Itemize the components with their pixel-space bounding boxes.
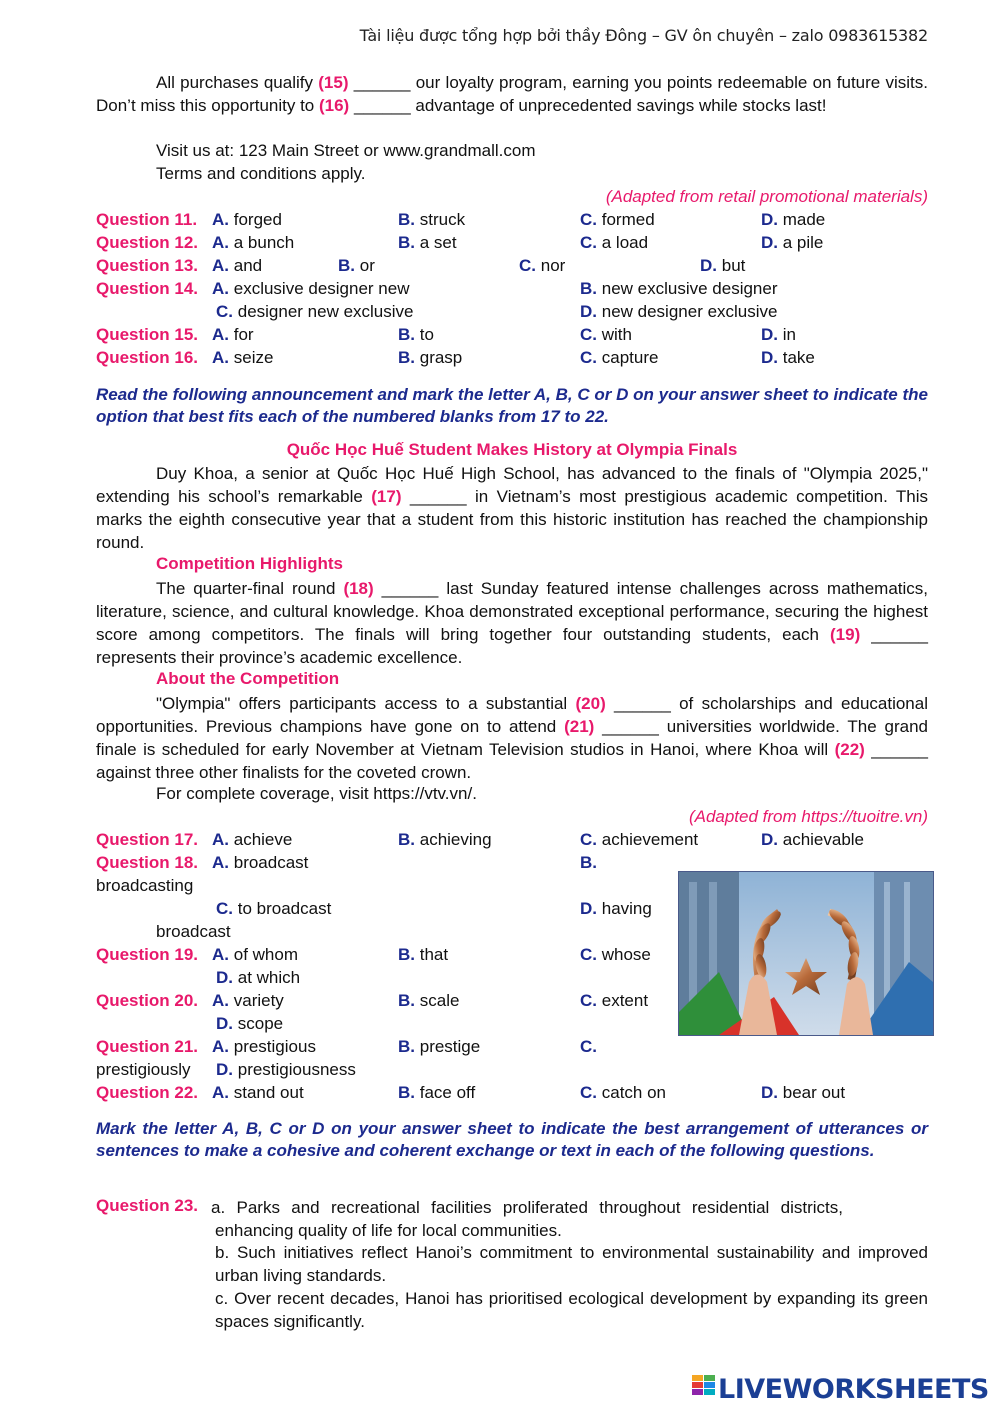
option-a[interactable]: A. prestigious [212, 1037, 316, 1056]
option-c[interactable]: C. a load [580, 233, 649, 252]
option-d[interactable]: D. at which [216, 968, 301, 987]
option-a[interactable]: A. a bunch [212, 233, 295, 252]
option-d[interactable]: D. made [761, 210, 826, 229]
option-c-text[interactable]: prestigiously [96, 1060, 191, 1079]
question-label: Question 23. [96, 1196, 199, 1215]
ad-text: ______ advantage of unprecedented savings while stocks last! [349, 96, 827, 115]
blank-15-number: (15) [318, 73, 349, 92]
question-label: Question 20. [96, 991, 199, 1010]
option-b[interactable]: B. scale [398, 991, 460, 1010]
option-c[interactable]: C. catch on [580, 1083, 666, 1102]
option-b[interactable]: B. struck [398, 210, 466, 229]
option-b[interactable]: B. achieving [398, 830, 492, 849]
laurel-wreath-icon [679, 872, 933, 1035]
sentence-b: b. Such initiatives reflect Hanoi’s commitment to environmental sustainability and improved urban living standards. [215, 1243, 928, 1285]
option-c[interactable]: C. capture [580, 348, 659, 367]
question-label: Question 16. [96, 348, 199, 367]
question-label: Question 21. [96, 1037, 199, 1056]
option-b[interactable]: B. or [338, 256, 375, 275]
blank-18-number: (18) [343, 579, 374, 598]
question-label: Question 12. [96, 233, 199, 252]
question-label: Question 15. [96, 325, 199, 344]
article-paragraph-1: Duy Khoa, a senior at Quốc Học Huế High School, has advanced to the finals of "Olympia 2025," extending his school’s remarkable (17) ______ in Vietnam’s most prestigious academic competition. This marks the eighth consecutive year that a student from this historic institution has reached the championship round. [96, 464, 929, 552]
laurel-trophy-photo [678, 871, 934, 1036]
option-d[interactable]: D. achievable [761, 830, 865, 849]
question-label: Question 17. [96, 830, 199, 849]
question-label: Question 11. [96, 210, 198, 229]
option-b-letter[interactable]: B. [580, 853, 597, 872]
brand-name: LIVEWORKSHEETS [718, 1374, 989, 1405]
section-heading-highlights: Competition Highlights [156, 554, 343, 573]
option-d[interactable]: D. bear out [761, 1083, 846, 1102]
option-a[interactable]: A. stand out [212, 1083, 304, 1102]
sentence-a: a. Parks and recreational facilities proliferated throughout residential districts, enhancing quality of life for local communities. [211, 1198, 843, 1240]
option-d[interactable]: D. scope [216, 1014, 284, 1033]
option-d[interactable]: D. prestigiousness [216, 1060, 356, 1079]
option-a[interactable]: A. achieve [212, 830, 293, 849]
option-b[interactable]: B. grasp [398, 348, 463, 367]
blank-17-number: (17) [371, 487, 402, 506]
question-label: Question 13. [96, 256, 199, 275]
page-header: Tài liệu được tổng hợp bởi thầy Đông – GV ôn chuyên – zalo 0983615382 [359, 26, 928, 45]
blank-22-number: (22) [834, 740, 865, 759]
option-d[interactable]: D. take [761, 348, 815, 367]
sentence-c: c. Over recent decades, Hanoi has prioritised ecological development by expanding its green spaces significantly. [215, 1289, 928, 1331]
option-a[interactable]: A. forged [212, 210, 282, 229]
option-b-text[interactable]: broadcasting [96, 876, 194, 895]
ad-paragraph [96, 71, 928, 117]
question-label: Question 18. [96, 853, 199, 872]
option-d[interactable]: D. new designer exclusive [580, 302, 778, 321]
option-c[interactable]: C. with [580, 325, 632, 344]
ad-text: ______ our loyalty program, earning you points redeemable on future visits. Don’t miss this opportunity to [96, 73, 928, 115]
ad-terms-line: Terms and conditions apply. [156, 164, 366, 183]
article-title: Quốc Học Huế Student Makes History at Olympia Finals [286, 440, 738, 459]
option-b[interactable]: B. prestige [398, 1037, 481, 1056]
question-label: Question 14. [96, 279, 199, 298]
option-d[interactable]: D. but [700, 256, 746, 275]
option-a[interactable]: A. seize [212, 348, 274, 367]
option-c[interactable]: C. achievement [580, 830, 699, 849]
option-c[interactable]: C. formed [580, 210, 655, 229]
article-source: (Adapted from https://tuoitre.vn) [688, 807, 928, 826]
option-a[interactable]: A. broadcast [212, 853, 309, 872]
ad-text: All purchases qualify [156, 73, 319, 92]
option-c[interactable]: C. to broadcast [216, 899, 332, 918]
instruction-arrangement: Mark the letter A, B, C or D on your answer sheet to indicate the best arrangement of utterances or sentences to make a cohesive and coherent exchange or text in each of the following questions. [96, 1119, 928, 1160]
option-c[interactable]: C. extent [580, 991, 649, 1010]
blank-19-number: (19) [830, 625, 861, 644]
article-paragraph-2: The quarter-final round (18) ______ last Sunday featured intense challenges across mathematics, literature, science, and cultural knowledge. Khoa demonstrated exceptional performance, securing the highest score among competitors. The finals will bring together four outstanding students, each (19) ______ represents their province’s academic excellence. [96, 579, 929, 667]
question-label: Question 19. [96, 945, 199, 964]
liveworksheets-icon [692, 1375, 716, 1401]
option-d-continued[interactable]: broadcast [156, 922, 231, 941]
blank-21-number: (21) [564, 717, 595, 736]
option-b[interactable]: B. new exclusive designer [580, 279, 778, 298]
option-c[interactable]: C. nor [519, 256, 566, 275]
article-coverage-line: For complete coverage, visit https://vtv.vn/. [156, 784, 477, 803]
option-b[interactable]: B. that [398, 945, 449, 964]
option-c-letter[interactable]: C. [580, 1037, 597, 1056]
option-a[interactable]: A. and [212, 256, 263, 275]
option-a[interactable]: A. exclusive designer new [212, 279, 410, 298]
ad-visit-line: Visit us at: 123 Main Street or www.grandmall.com [156, 141, 536, 160]
option-a[interactable]: A. variety [212, 991, 284, 1010]
blank-16-number: (16) [318, 96, 350, 115]
option-d[interactable]: D. in [761, 325, 796, 344]
option-a[interactable]: A. for [212, 325, 254, 344]
option-b[interactable]: B. a set [398, 233, 457, 252]
instruction-17-22: Read the following announcement and mark the letter A, B, C or D on your answer sheet to indicate the option that best fits each of the numbered blanks from 17 to 22. [96, 385, 928, 426]
liveworksheets-logo[interactable] [692, 1374, 989, 1405]
article-paragraph-3: "Olympia" offers participants access to a substantial (20) ______ of scholarships and educational opportunities. Previous champions have gone on to attend (21) ______ universities worldwide. The grand finale is scheduled for early November at Vietnam Television studios in Hanoi, where Khoa will (22) ______ against three other finalists for the coveted crown. [96, 694, 928, 782]
option-c[interactable]: C. designer new exclusive [216, 302, 414, 321]
option-b[interactable]: B. face off [398, 1083, 476, 1102]
option-d[interactable]: D. having [580, 899, 652, 918]
option-d[interactable]: D. a pile [761, 233, 824, 252]
option-b[interactable]: B. to [398, 325, 434, 344]
section-heading-about: About the Competition [156, 669, 340, 688]
option-c[interactable]: C. whose [580, 945, 651, 964]
ad-source: (Adapted from retail promotional materials) [605, 187, 928, 206]
option-a[interactable]: A. of whom [212, 945, 298, 964]
question-label: Question 22. [96, 1083, 199, 1102]
blank-20-number: (20) [575, 694, 606, 713]
